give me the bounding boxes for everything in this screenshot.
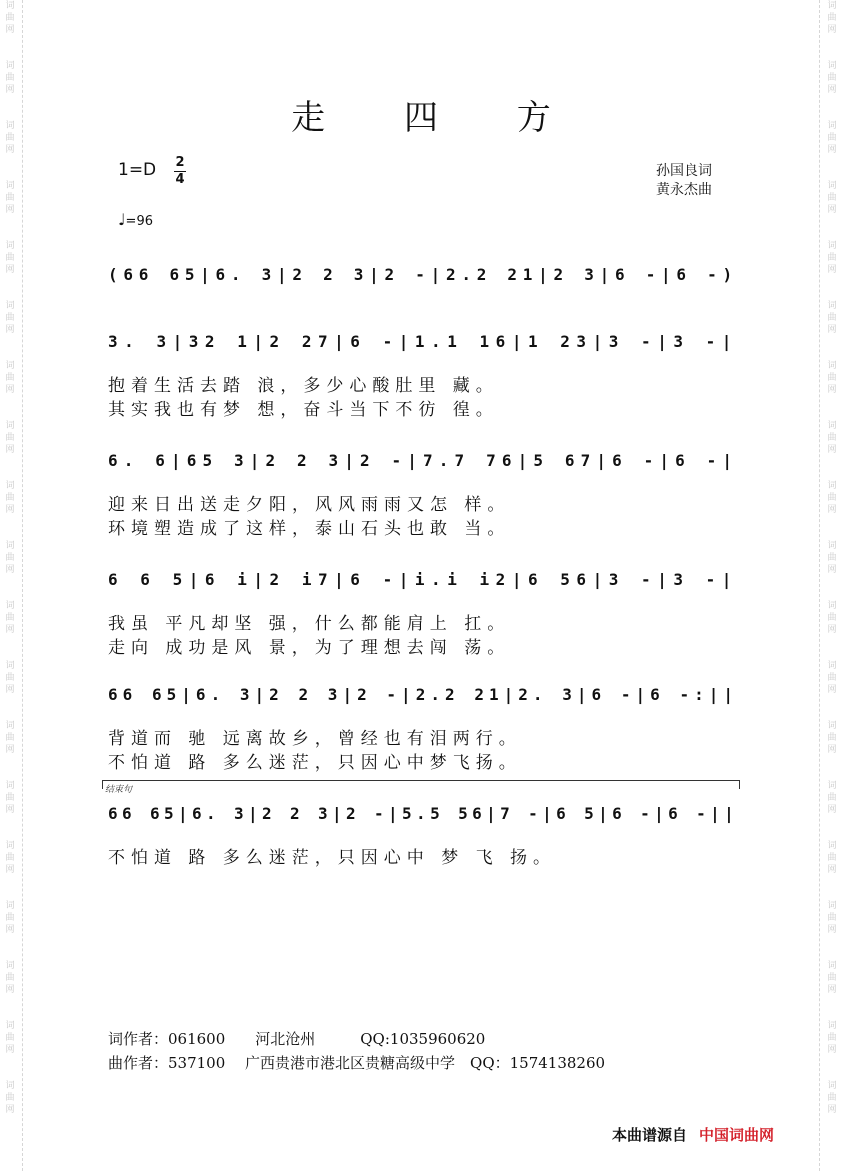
watermark-glyph: 网 xyxy=(5,145,15,155)
lyric-line: 不怕道 路 多么迷茫，只因心中梦飞扬。 xyxy=(108,753,522,773)
lyric-line: 走向 成功是风 景，为了理想去闯 荡。 xyxy=(108,638,511,658)
watermark-glyph: 网 xyxy=(827,445,837,455)
watermark-glyph: 词 xyxy=(827,181,837,191)
dashed-margin-right xyxy=(819,0,820,1171)
watermark-unit xyxy=(3,1080,17,1140)
watermark-glyph: 词 xyxy=(5,661,15,671)
watermark-glyph: 网 xyxy=(827,205,837,215)
watermark-glyph: 曲 xyxy=(827,913,837,923)
watermark-glyph: 网 xyxy=(5,205,15,215)
watermark-glyph: 词 xyxy=(827,421,837,431)
watermark-glyph: 词 xyxy=(5,1,15,11)
watermark-glyph: 曲 xyxy=(5,733,15,743)
watermark-glyph: 曲 xyxy=(5,133,15,143)
watermark-glyph: 曲 xyxy=(827,853,837,863)
watermark-glyph: 曲 xyxy=(827,1093,837,1103)
watermark-glyph: 词 xyxy=(5,781,15,791)
watermark-glyph: 词 xyxy=(827,301,837,311)
watermark-unit xyxy=(825,1020,839,1080)
watermark-glyph: 曲 xyxy=(5,433,15,443)
watermark-unit xyxy=(3,900,17,960)
notation-text: 6. 6|65 3|2 2 3|2 -|7.7 76|5 67|6 -|6 -| xyxy=(108,451,739,470)
watermark-glyph: 网 xyxy=(5,325,15,335)
watermark-glyph: 曲 xyxy=(5,493,15,503)
lyric-line: 背道而 驰 远离故乡，曾经也有泪两行。 xyxy=(108,729,522,749)
watermark-glyph: 曲 xyxy=(827,973,837,983)
watermark-glyph: 网 xyxy=(5,85,15,95)
watermark-glyph: 曲 xyxy=(827,613,837,623)
watermark-glyph: 曲 xyxy=(5,193,15,203)
watermark-glyph: 网 xyxy=(5,1045,15,1055)
notation-text: 66 65|6. 3|2 2 3|2 -|2.2 21|2. 3|6 -|6 -:|| xyxy=(108,685,739,704)
watermark-glyph: 网 xyxy=(5,865,15,875)
watermark-glyph: 网 xyxy=(827,625,837,635)
watermark-glyph: 曲 xyxy=(5,253,15,263)
tempo-marking xyxy=(118,210,153,229)
watermark-glyph: 网 xyxy=(827,85,837,95)
lyric-line: 环境塑造成了这样，泰山石头也敢 当。 xyxy=(108,519,511,539)
watermark-unit xyxy=(825,540,839,600)
watermark-glyph: 词 xyxy=(827,121,837,131)
watermark-glyph: 词 xyxy=(827,841,837,851)
credits xyxy=(656,162,712,200)
notation-line xyxy=(108,325,740,359)
watermark-unit xyxy=(3,1020,17,1080)
watermark-glyph: 词 xyxy=(827,961,837,971)
watermark-glyph: 曲 xyxy=(827,133,837,143)
watermark-glyph: 网 xyxy=(5,505,15,515)
watermark-glyph: 曲 xyxy=(827,793,837,803)
song-title: 走 四 方 xyxy=(291,98,585,138)
ending-label: 结束句 xyxy=(105,785,133,795)
lyric-line: 其实我也有梦 想，奋斗当下不彷 徨。 xyxy=(108,400,499,420)
watermark-glyph: 网 xyxy=(827,385,837,395)
watermark-glyph: 网 xyxy=(5,805,15,815)
watermark-glyph: 曲 xyxy=(827,253,837,263)
footer-composer-info: 曲作者：537100 广西贵港市港北区贵糖高级中学 QQ：1574138260 xyxy=(108,1054,606,1072)
footer-lyricist-info: 词作者：061600 河北沧州 QQ:1035960620 xyxy=(108,1030,486,1048)
watermark-glyph: 曲 xyxy=(827,13,837,23)
watermark-glyph: 词 xyxy=(827,1021,837,1031)
watermark-unit xyxy=(825,480,839,540)
watermark-glyph: 曲 xyxy=(827,1033,837,1043)
watermark-unit xyxy=(825,360,839,420)
watermark-glyph: 网 xyxy=(827,985,837,995)
watermark-glyph: 网 xyxy=(827,1105,837,1115)
dashed-margin-left xyxy=(22,0,23,1171)
watermark-unit xyxy=(825,960,839,1020)
watermark-glyph: 曲 xyxy=(5,793,15,803)
watermark-glyph: 词 xyxy=(5,601,15,611)
watermark-glyph: 词 xyxy=(5,721,15,731)
watermark-glyph: 词 xyxy=(5,241,15,251)
lyric-line: 不怕道 路 多么迷茫，只因心中 梦 飞 扬。 xyxy=(108,848,557,868)
watermark-unit xyxy=(3,0,17,60)
watermark-left xyxy=(3,0,17,1171)
watermark-glyph: 词 xyxy=(827,1081,837,1091)
watermark-glyph: 词 xyxy=(827,541,837,551)
watermark-glyph: 词 xyxy=(827,1,837,11)
lyric-line: 迎来日出送走夕阳，风风雨雨又怎 样。 xyxy=(108,495,511,515)
watermark-unit xyxy=(825,300,839,360)
watermark-glyph: 曲 xyxy=(5,913,15,923)
watermark-glyph: 网 xyxy=(827,505,837,515)
watermark-glyph: 曲 xyxy=(5,373,15,383)
watermark-glyph: 曲 xyxy=(5,973,15,983)
watermark-unit xyxy=(825,240,839,300)
watermark-glyph: 词 xyxy=(5,541,15,551)
watermark-glyph: 词 xyxy=(5,361,15,371)
watermark-glyph: 词 xyxy=(827,901,837,911)
watermark-glyph: 网 xyxy=(5,565,15,575)
watermark-glyph: 词 xyxy=(5,1081,15,1091)
notation-line xyxy=(108,563,740,597)
source-prefix: 本曲谱源自 xyxy=(612,1126,688,1144)
watermark-unit xyxy=(3,540,17,600)
watermark-glyph: 曲 xyxy=(827,673,837,683)
watermark-glyph: 曲 xyxy=(5,73,15,83)
watermark-glyph: 网 xyxy=(5,625,15,635)
notation-text: 66 65|6. 3|2 2 3|2 -|5.5 56|7 -|6 5|6 -|6 -|| xyxy=(108,804,739,823)
time-signature-top: 2 xyxy=(175,155,185,170)
watermark-unit xyxy=(3,660,17,720)
watermark-glyph: 词 xyxy=(5,481,15,491)
watermark-glyph: 网 xyxy=(827,265,837,275)
watermark-glyph: 词 xyxy=(827,721,837,731)
lyricist-credit: 孙国良词 xyxy=(656,163,712,179)
watermark-glyph: 词 xyxy=(827,61,837,71)
composer-credit: 黄永杰曲 xyxy=(656,182,712,198)
watermark-glyph: 词 xyxy=(5,181,15,191)
notation-text: (66 65|6. 3|2 2 3|2 -|2.2 21|2 3|6 -|6 -) xyxy=(108,265,738,284)
watermark-glyph: 网 xyxy=(827,745,837,755)
watermark-glyph: 网 xyxy=(5,1105,15,1115)
watermark-glyph: 曲 xyxy=(5,853,15,863)
watermark-glyph: 网 xyxy=(827,25,837,35)
watermark-unit xyxy=(825,780,839,840)
watermark-glyph: 网 xyxy=(827,685,837,695)
watermark-glyph: 网 xyxy=(827,145,837,155)
watermark-glyph: 网 xyxy=(827,865,837,875)
watermark-glyph: 词 xyxy=(5,301,15,311)
watermark-unit xyxy=(3,480,17,540)
watermark-glyph: 网 xyxy=(5,385,15,395)
notation-line xyxy=(108,258,740,292)
watermark-glyph: 网 xyxy=(5,985,15,995)
source-attribution xyxy=(612,1124,774,1145)
watermark-glyph: 词 xyxy=(5,121,15,131)
watermark-glyph: 网 xyxy=(5,25,15,35)
watermark-glyph: 网 xyxy=(827,805,837,815)
watermark-unit xyxy=(825,1080,839,1140)
watermark-unit xyxy=(3,300,17,360)
watermark-glyph: 曲 xyxy=(5,13,15,23)
watermark-unit xyxy=(3,960,17,1020)
watermark-glyph: 曲 xyxy=(827,193,837,203)
lyric-line: 抱着生活去踏 浪，多少心酸肚里 藏。 xyxy=(108,376,499,396)
watermark-glyph: 曲 xyxy=(5,1093,15,1103)
notation-text: 3. 3|32 1|2 27|6 -|1.1 16|1 23|3 -|3 -| xyxy=(108,332,738,351)
watermark-unit xyxy=(3,780,17,840)
watermark-glyph: 词 xyxy=(5,1021,15,1031)
notation-text: 6 6 5|6 i|2 i7|6 -|i.i i2|6 56|3 -|3 -| xyxy=(108,570,738,589)
lyric-line: 我虽 平凡却坚 强，什么都能肩上 扛。 xyxy=(108,614,511,634)
watermark-glyph: 网 xyxy=(5,265,15,275)
watermark-unit xyxy=(825,660,839,720)
watermark-unit xyxy=(825,900,839,960)
watermark-glyph: 词 xyxy=(827,481,837,491)
watermark-unit xyxy=(825,840,839,900)
watermark-glyph: 曲 xyxy=(827,313,837,323)
watermark-glyph: 词 xyxy=(5,961,15,971)
watermark-unit xyxy=(3,420,17,480)
watermark-glyph: 词 xyxy=(827,661,837,671)
notation-line xyxy=(108,797,740,831)
watermark-glyph: 曲 xyxy=(5,1033,15,1043)
watermark-unit xyxy=(825,600,839,660)
watermark-unit xyxy=(3,180,17,240)
watermark-unit xyxy=(3,360,17,420)
watermark-glyph: 词 xyxy=(5,61,15,71)
watermark-glyph: 网 xyxy=(5,925,15,935)
watermark-glyph: 词 xyxy=(827,781,837,791)
key-signature: 1=D xyxy=(118,160,157,180)
watermark-glyph: 网 xyxy=(5,685,15,695)
tempo-value: =96 xyxy=(125,214,153,229)
watermark-glyph: 曲 xyxy=(827,553,837,563)
watermark-unit xyxy=(825,720,839,780)
watermark-glyph: 词 xyxy=(5,901,15,911)
watermark-unit xyxy=(3,600,17,660)
watermark-unit xyxy=(3,720,17,780)
watermark-glyph: 曲 xyxy=(5,553,15,563)
watermark-glyph: 曲 xyxy=(5,673,15,683)
watermark-glyph: 词 xyxy=(827,601,837,611)
watermark-glyph: 网 xyxy=(827,565,837,575)
watermark-glyph: 词 xyxy=(827,361,837,371)
time-signature xyxy=(174,156,186,187)
watermark-glyph: 曲 xyxy=(5,613,15,623)
watermark-glyph: 曲 xyxy=(827,73,837,83)
quarter-note-icon: ♩ xyxy=(118,210,126,229)
watermark-unit xyxy=(825,420,839,480)
watermark-right xyxy=(825,0,839,1171)
watermark-glyph: 曲 xyxy=(5,313,15,323)
watermark-glyph: 曲 xyxy=(827,733,837,743)
watermark-glyph: 曲 xyxy=(827,373,837,383)
watermark-glyph: 网 xyxy=(5,445,15,455)
watermark-unit xyxy=(3,840,17,900)
watermark-unit xyxy=(825,0,839,60)
watermark-glyph: 网 xyxy=(827,325,837,335)
notation-line xyxy=(108,678,740,712)
ending-box xyxy=(102,780,740,789)
watermark-glyph: 网 xyxy=(827,1045,837,1055)
watermark-glyph: 网 xyxy=(5,745,15,755)
notation-line xyxy=(108,444,740,478)
watermark-unit xyxy=(3,240,17,300)
time-signature-bottom: 4 xyxy=(175,172,185,187)
watermark-glyph: 曲 xyxy=(827,433,837,443)
watermark-unit xyxy=(825,180,839,240)
watermark-glyph: 词 xyxy=(827,241,837,251)
watermark-glyph: 网 xyxy=(827,925,837,935)
watermark-glyph: 曲 xyxy=(827,493,837,503)
watermark-glyph: 词 xyxy=(5,841,15,851)
source-brand-link[interactable]: 中国词曲网 xyxy=(699,1126,775,1144)
watermark-glyph: 词 xyxy=(5,421,15,431)
